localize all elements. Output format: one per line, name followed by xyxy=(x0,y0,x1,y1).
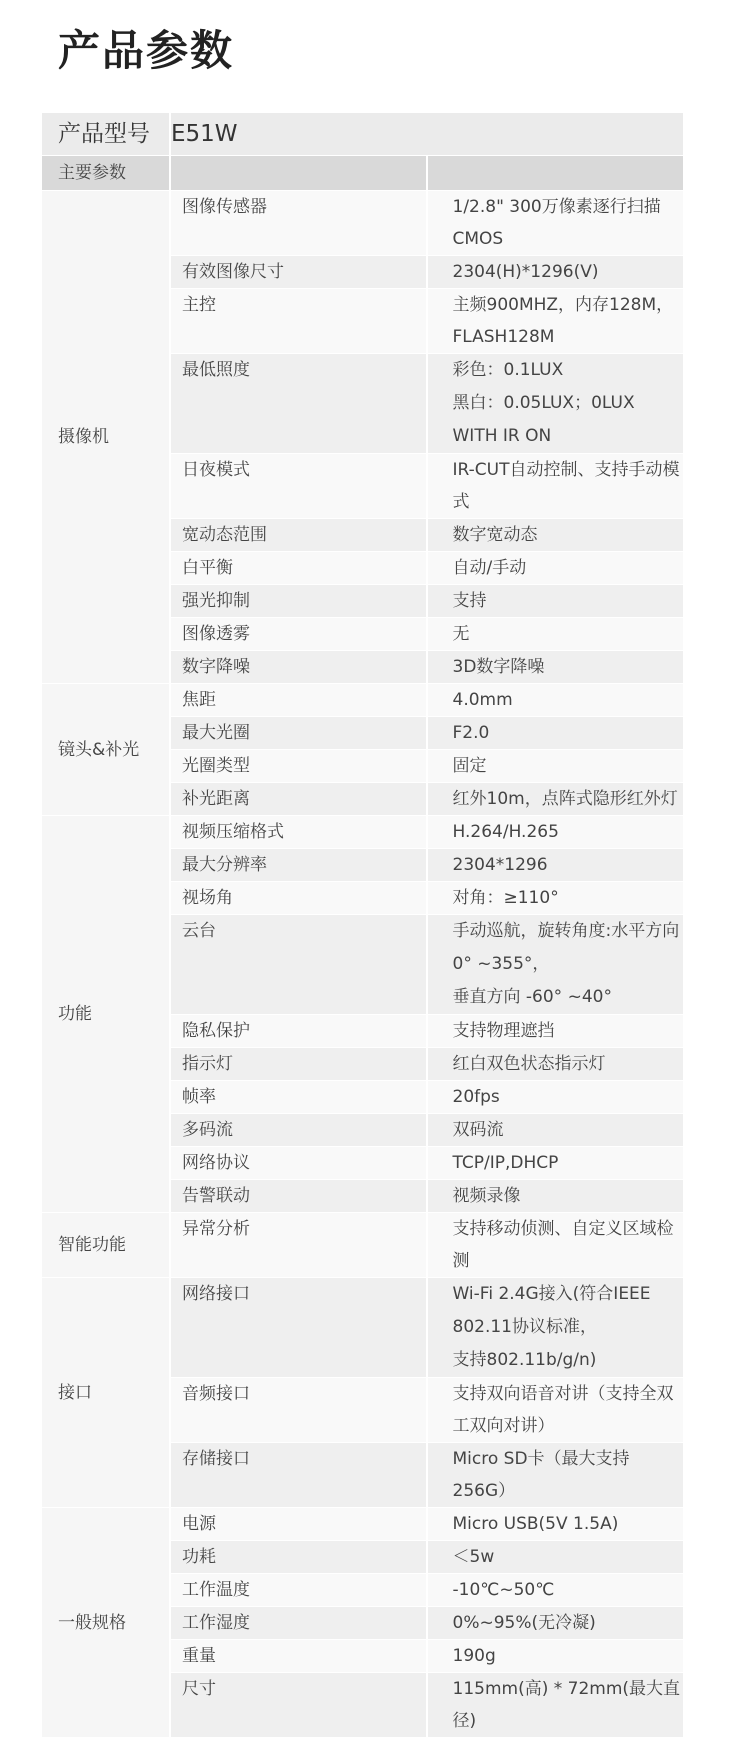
param-value-line: 数字宽动态 xyxy=(452,525,538,545)
param-value xyxy=(427,1378,684,1443)
param-value xyxy=(427,1114,684,1147)
spec-row xyxy=(42,1508,683,1541)
param-value xyxy=(427,651,684,684)
param-name: 有效图像尺寸 xyxy=(170,256,427,289)
param-value-line: 黑白：0.05LUX；0LUX WITH IR ON xyxy=(452,393,635,446)
param-value xyxy=(427,552,684,585)
param-value-line: 2304(H)*1296(V) xyxy=(452,262,599,282)
param-value xyxy=(427,1213,684,1278)
param-value-line: IR-CUT自动控制、支持手动模式 xyxy=(452,460,680,512)
param-value-line: 主频900MHZ，内存128M，FLASH128M xyxy=(452,295,674,347)
param-name: 工作湿度 xyxy=(170,1607,427,1640)
param-value-line: 固定 xyxy=(452,756,487,776)
param-value xyxy=(427,1443,684,1508)
param-value-line: 支持物理遮挡 xyxy=(452,1021,555,1041)
spec-row xyxy=(42,191,683,256)
param-name: 日夜模式 xyxy=(170,454,427,519)
param-value-line: Wi-Fi 2.4G接入(符合IEEE 802.11协议标准， xyxy=(452,1284,651,1337)
param-name: 最大分辨率 xyxy=(170,849,427,882)
param-value-line: 视频录像 xyxy=(452,1186,521,1206)
param-value xyxy=(427,454,684,519)
param-name: 强光抑制 xyxy=(170,585,427,618)
param-value-line: 对角：≥110° xyxy=(452,888,559,908)
param-name: 图像传感器 xyxy=(170,191,427,256)
param-name: 告警联动 xyxy=(170,1180,427,1213)
param-value-line: 垂直方向 -60° ~40° xyxy=(452,987,612,1007)
category-label: 接口 xyxy=(42,1278,170,1508)
param-name: 云台 xyxy=(170,915,427,1015)
param-name: 存储接口 xyxy=(170,1443,427,1508)
param-value xyxy=(427,519,684,552)
param-value-line: 支持802.11b/g/n) xyxy=(452,1350,597,1370)
param-value xyxy=(427,1081,684,1114)
param-value-line: 0%~95%(无冷凝) xyxy=(452,1613,596,1633)
param-value xyxy=(427,849,684,882)
param-value-line: 支持移动侦测、自定义区域检测 xyxy=(452,1219,674,1271)
page-title: 产品参数 xyxy=(58,26,235,75)
param-name: 视场角 xyxy=(170,882,427,915)
param-name: 最低照度 xyxy=(170,354,427,454)
spec-row xyxy=(42,1278,683,1378)
param-value xyxy=(427,1607,684,1640)
param-value-line: ＜5w xyxy=(452,1547,495,1567)
param-name: 主控 xyxy=(170,289,427,354)
param-value-line: 双码流 xyxy=(452,1120,504,1140)
param-value xyxy=(427,1147,684,1180)
category-label: 智能功能 xyxy=(42,1213,170,1278)
spec-table xyxy=(42,113,683,1738)
param-name: 宽动态范围 xyxy=(170,519,427,552)
section-row xyxy=(42,156,683,191)
param-value xyxy=(427,191,684,256)
section-label: 主要参数 xyxy=(42,156,170,191)
param-name: 视频压缩格式 xyxy=(170,816,427,849)
param-value-line: -10℃~50℃ xyxy=(452,1580,555,1600)
spec-row xyxy=(42,684,683,717)
param-name: 焦距 xyxy=(170,684,427,717)
param-value xyxy=(427,915,684,1015)
model-value: E51W xyxy=(170,113,683,156)
spec-row xyxy=(42,816,683,849)
param-value xyxy=(427,882,684,915)
param-name: 音频接口 xyxy=(170,1378,427,1443)
param-name: 帧率 xyxy=(170,1081,427,1114)
param-value-line: 无 xyxy=(452,624,470,644)
param-value xyxy=(427,256,684,289)
category-label: 镜头&补光 xyxy=(42,684,170,816)
param-value-line: F2.0 xyxy=(452,723,490,743)
param-name: 多码流 xyxy=(170,1114,427,1147)
param-value-line: 彩色：0.1LUX xyxy=(452,360,564,380)
param-name: 尺寸 xyxy=(170,1673,427,1738)
param-value-line: 自动/手动 xyxy=(452,558,527,578)
param-value-line: 支持 xyxy=(452,591,487,611)
param-value-line: Micro USB(5V 1.5A) xyxy=(452,1514,619,1534)
param-name: 网络接口 xyxy=(170,1278,427,1378)
param-name: 异常分析 xyxy=(170,1213,427,1278)
param-value-line: H.264/H.265 xyxy=(452,822,559,842)
param-value-line: 190g xyxy=(452,1646,496,1666)
param-name: 网络协议 xyxy=(170,1147,427,1180)
param-value-line: 支持双向语音对讲（支持全双工双向对讲） xyxy=(452,1384,674,1436)
model-label: 产品型号 xyxy=(42,113,170,156)
param-value xyxy=(427,783,684,816)
param-name: 图像透雾 xyxy=(170,618,427,651)
param-name: 白平衡 xyxy=(170,552,427,585)
spec-table-body xyxy=(42,113,683,1738)
param-value-line: 115mm(高) * 72mm(最大直径) xyxy=(452,1679,681,1731)
param-value xyxy=(427,1574,684,1607)
param-name: 最大光圈 xyxy=(170,717,427,750)
param-value xyxy=(427,618,684,651)
param-name: 指示灯 xyxy=(170,1048,427,1081)
param-value xyxy=(427,684,684,717)
param-value xyxy=(427,1508,684,1541)
param-value xyxy=(427,1180,684,1213)
param-value xyxy=(427,1640,684,1673)
category-label: 一般规格 xyxy=(42,1508,170,1738)
param-value xyxy=(427,1278,684,1378)
param-name: 功耗 xyxy=(170,1541,427,1574)
param-value xyxy=(427,289,684,354)
param-value-line: Micro SD卡（最大支持256G） xyxy=(452,1449,630,1501)
param-value xyxy=(427,585,684,618)
category-label: 摄像机 xyxy=(42,191,170,684)
param-value-line: TCP/IP,DHCP xyxy=(452,1153,559,1173)
param-value xyxy=(427,1048,684,1081)
model-row xyxy=(42,113,683,156)
param-value-line: 4.0mm xyxy=(452,690,513,710)
param-value-line: 2304*1296 xyxy=(452,855,548,875)
param-value-line: 红外10m，点阵式隐形红外灯 xyxy=(452,789,678,809)
param-value-line: 20fps xyxy=(452,1087,500,1107)
param-name: 补光距离 xyxy=(170,783,427,816)
param-value-line: 红白双色状态指示灯 xyxy=(452,1054,606,1074)
param-value xyxy=(427,1015,684,1048)
param-name: 数字降噪 xyxy=(170,651,427,684)
category-label: 功能 xyxy=(42,816,170,1213)
param-value xyxy=(427,354,684,454)
param-name: 隐私保护 xyxy=(170,1015,427,1048)
param-value xyxy=(427,717,684,750)
param-value xyxy=(427,1673,684,1738)
param-value-line: 1/2.8" 300万像素逐行扫描CMOS xyxy=(452,197,661,249)
param-name: 光圈类型 xyxy=(170,750,427,783)
param-value-line: 手动巡航，旋转角度:水平方向 0° ~355°， xyxy=(452,921,680,974)
param-value-line: 3D数字降噪 xyxy=(452,657,545,677)
param-name: 重量 xyxy=(170,1640,427,1673)
param-value xyxy=(427,1541,684,1574)
param-name: 工作温度 xyxy=(170,1574,427,1607)
param-name: 电源 xyxy=(170,1508,427,1541)
param-value xyxy=(427,816,684,849)
spec-row xyxy=(42,1213,683,1278)
param-value xyxy=(427,750,684,783)
